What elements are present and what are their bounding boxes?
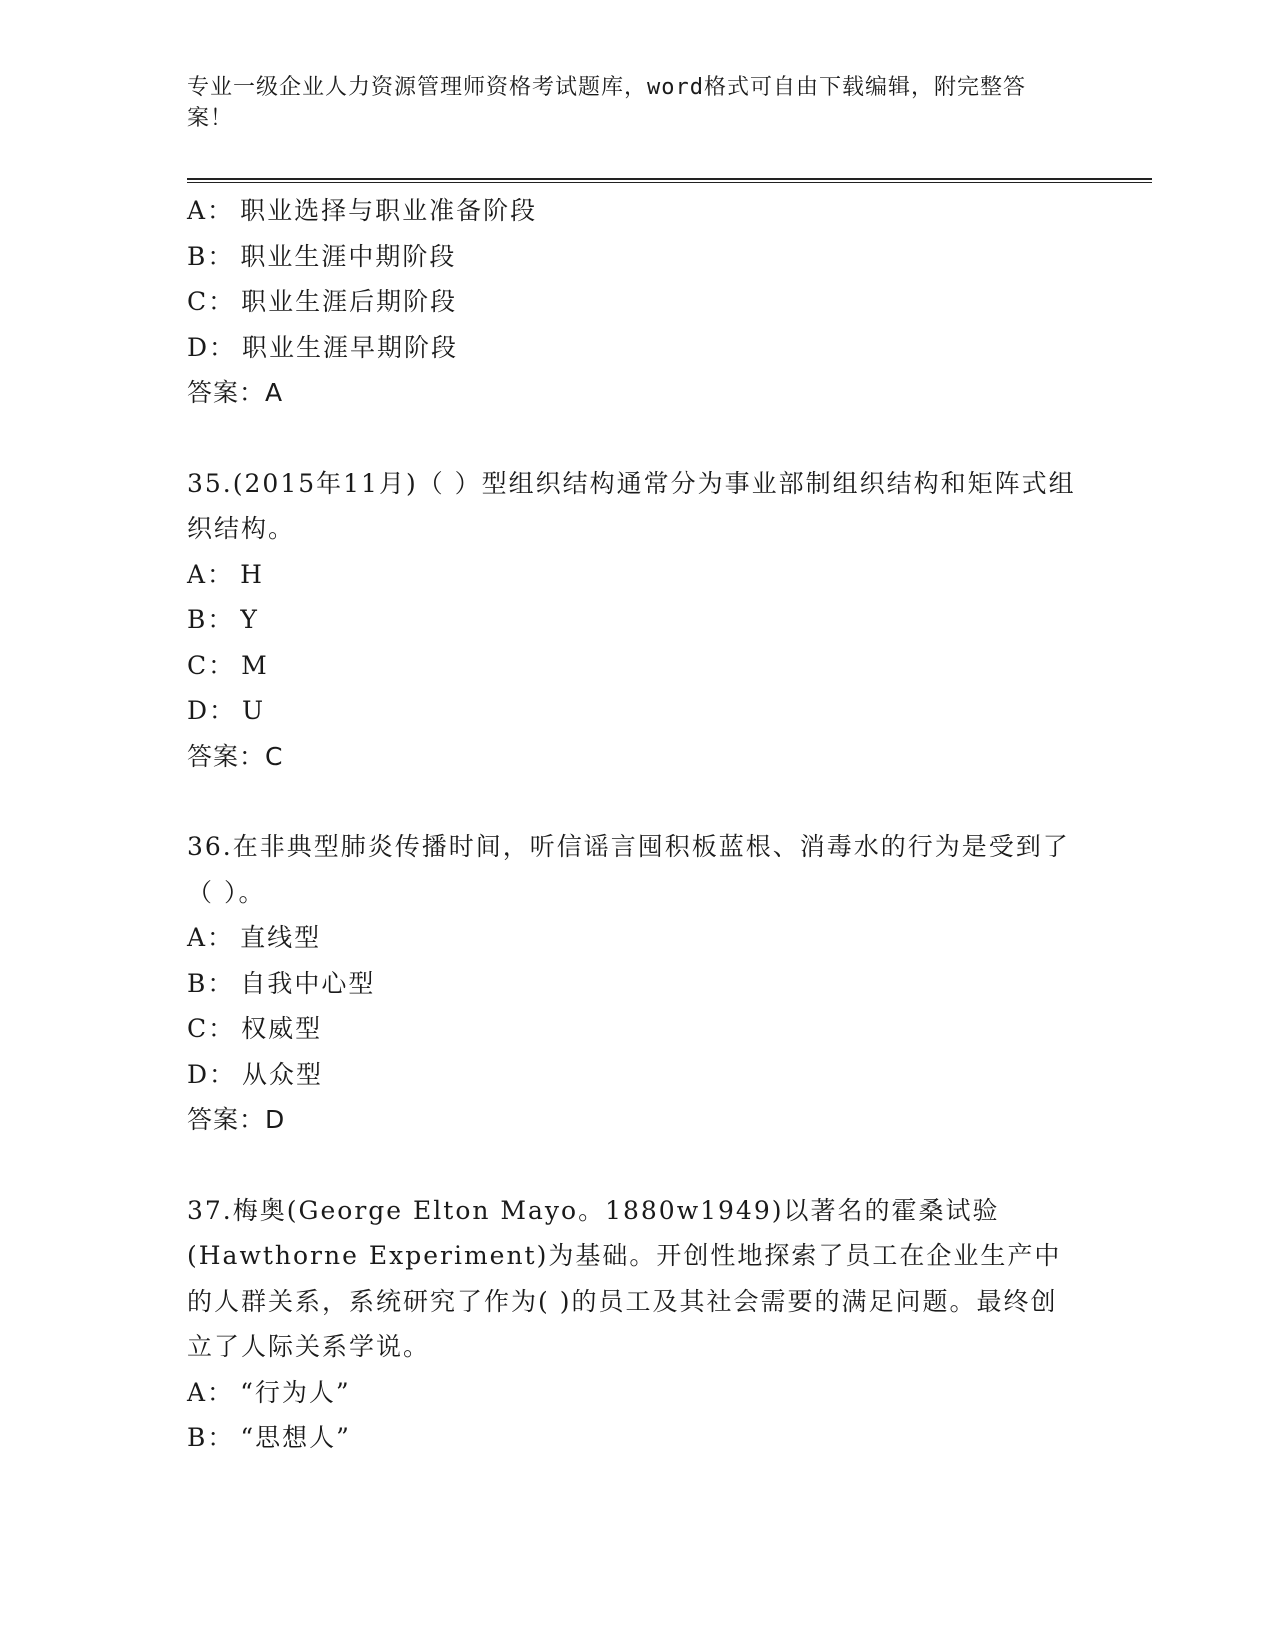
option-c: [187, 1006, 1087, 1052]
question-content: [187, 188, 1087, 1461]
answer-line: 答案：A: [187, 378, 284, 407]
option-text: M: [241, 650, 269, 680]
option-label: B：: [187, 605, 235, 634]
answer-line: 答案：D: [187, 1105, 286, 1134]
spacer: [187, 416, 1087, 461]
option-label: C：: [187, 650, 236, 680]
option-text: 职业选择与职业准备阶段: [240, 196, 538, 225]
option-text: 职业生涯中期阶段: [240, 241, 457, 271]
question-text: 37.梅奥(George Elton Mayo。1880w1949)以著名的霍桑试验(Hawthorne Experiment)为基础。开创性地探索了员工在企业生产中的人群关系，系统研究了作为( )的员工及其社会需要的满足问题。最终创立了人际关系学说。: [187, 1195, 1062, 1361]
option-d: [187, 325, 1087, 371]
option-text: 从众型: [242, 1059, 324, 1089]
option-text: 职业生涯早期阶段: [242, 332, 459, 362]
option-label: B：: [187, 968, 235, 998]
page-header: 专业一级企业人力资源管理师资格考试题库，word格式可自由下载编辑，附完整答案！: [187, 75, 1026, 131]
option-label: B：: [187, 241, 235, 271]
option-label: A：: [187, 196, 235, 225]
option-label: A：: [187, 559, 235, 589]
option-label: D：: [187, 332, 237, 362]
option-label: D：: [187, 1059, 237, 1089]
header-divider: [187, 178, 1152, 183]
option-c: [187, 279, 1087, 325]
spacer: [187, 1143, 1087, 1188]
option-a: [187, 1370, 1087, 1416]
question-text: 35.(2015年11月)（ ）型组织结构通常分为事业部制组织结构和矩阵式组织结构。: [187, 468, 1076, 543]
option-d: [187, 1052, 1087, 1098]
option-label: D：: [187, 696, 237, 725]
option-b: [187, 961, 1087, 1007]
option-text: H: [240, 559, 264, 589]
option-c: [187, 643, 1087, 689]
option-b: [187, 234, 1087, 280]
option-a: [187, 915, 1087, 961]
option-label: C：: [187, 287, 236, 316]
option-text: 自我中心型: [240, 968, 376, 998]
question-34: [187, 188, 1087, 416]
option-b: [187, 1415, 1087, 1461]
option-d: [187, 688, 1087, 734]
question-37: [187, 1188, 1087, 1461]
option-label: A：: [187, 923, 235, 952]
option-text: 职业生涯后期阶段: [241, 287, 458, 316]
option-label: B：: [187, 1423, 235, 1452]
question-text: 36.在非典型肺炎传播时间，听信谣言囤积板蓝根、消毒水的行为是受到了（ ）。: [187, 832, 1070, 907]
option-label: A：: [187, 1377, 235, 1407]
question-36: [187, 824, 1087, 1143]
question-35: [187, 461, 1087, 780]
option-a: [187, 552, 1087, 598]
option-text: 权威型: [241, 1014, 323, 1043]
option-text: U: [242, 696, 266, 725]
answer-line: 答案：C: [187, 741, 284, 771]
option-b: [187, 597, 1087, 643]
option-a: [187, 188, 1087, 234]
option-text: Y: [240, 605, 259, 634]
option-text: 直线型: [240, 923, 322, 952]
option-label: C：: [187, 1014, 236, 1043]
spacer: [187, 779, 1087, 824]
option-text: “思想人”: [240, 1423, 351, 1452]
option-text: “行为人”: [240, 1377, 351, 1407]
